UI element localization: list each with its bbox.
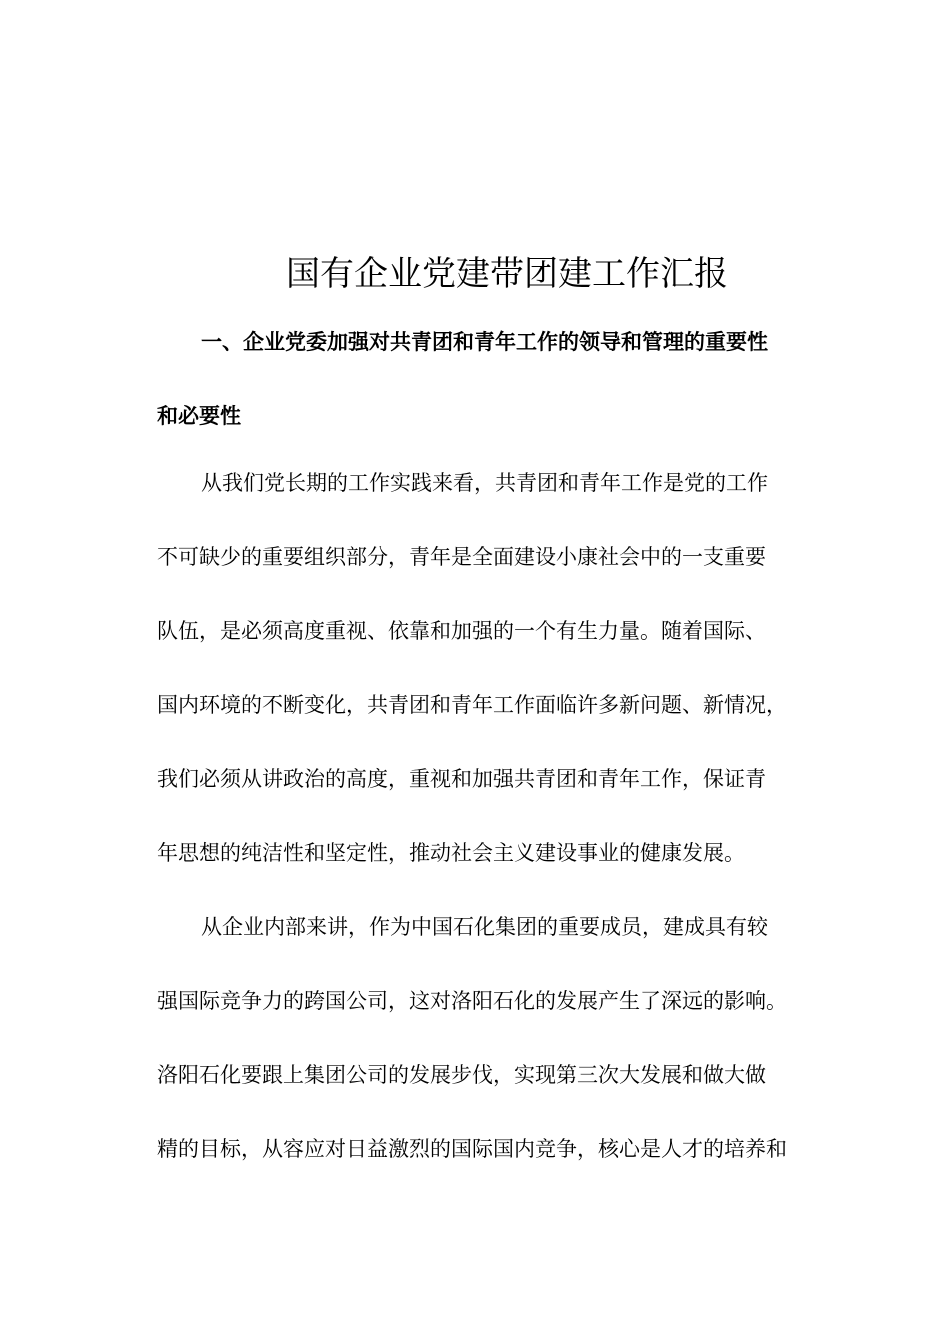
paragraph-2 xyxy=(157,907,817,1169)
paragraph-line: 我们必须从讲政治的高度，重视和加强共青团和青年工作，保证青 xyxy=(157,767,766,791)
paragraph-line: 国内环境的不断变化，共青团和青年工作面临许多新问题、新情况， xyxy=(157,693,787,717)
section-heading-line: 一、企业党委加强对共青团和青年工作的领导和管理的重要性 xyxy=(201,330,768,354)
paragraph-line: 不可缺少的重要组织部分，青年是全面建设小康社会中的一支重要 xyxy=(157,545,766,569)
document-title: 国有企业党建带团建工作汇报 xyxy=(286,253,728,294)
paragraph-line: 从我们党长期的工作实践来看，共青团和青年工作是党的工作 xyxy=(201,471,768,495)
paragraph-line: 年思想的纯洁性和坚定性，推动社会主义建设事业的健康发展。 xyxy=(157,841,745,865)
paragraph-line: 洛阳石化要跟上集团公司的发展步伐，实现第三次大发展和做大做 xyxy=(157,1063,766,1087)
paragraph-1 xyxy=(157,463,817,873)
paragraph-line: 精的目标，从容应对日益激烈的国际国内竞争，核心是人才的培养和 xyxy=(157,1137,787,1161)
section-heading-line: 和必要性 xyxy=(157,404,241,428)
paragraph-line: 强国际竞争力的跨国公司，这对洛阳石化的发展产生了深远的影响。 xyxy=(157,989,787,1013)
paragraph-line: 从企业内部来讲，作为中国石化集团的重要成员，建成具有较 xyxy=(201,915,768,939)
paragraph-line: 队伍，是必须高度重视、依靠和加强的一个有生力量。随着国际、 xyxy=(157,619,766,643)
section-heading xyxy=(157,322,817,436)
